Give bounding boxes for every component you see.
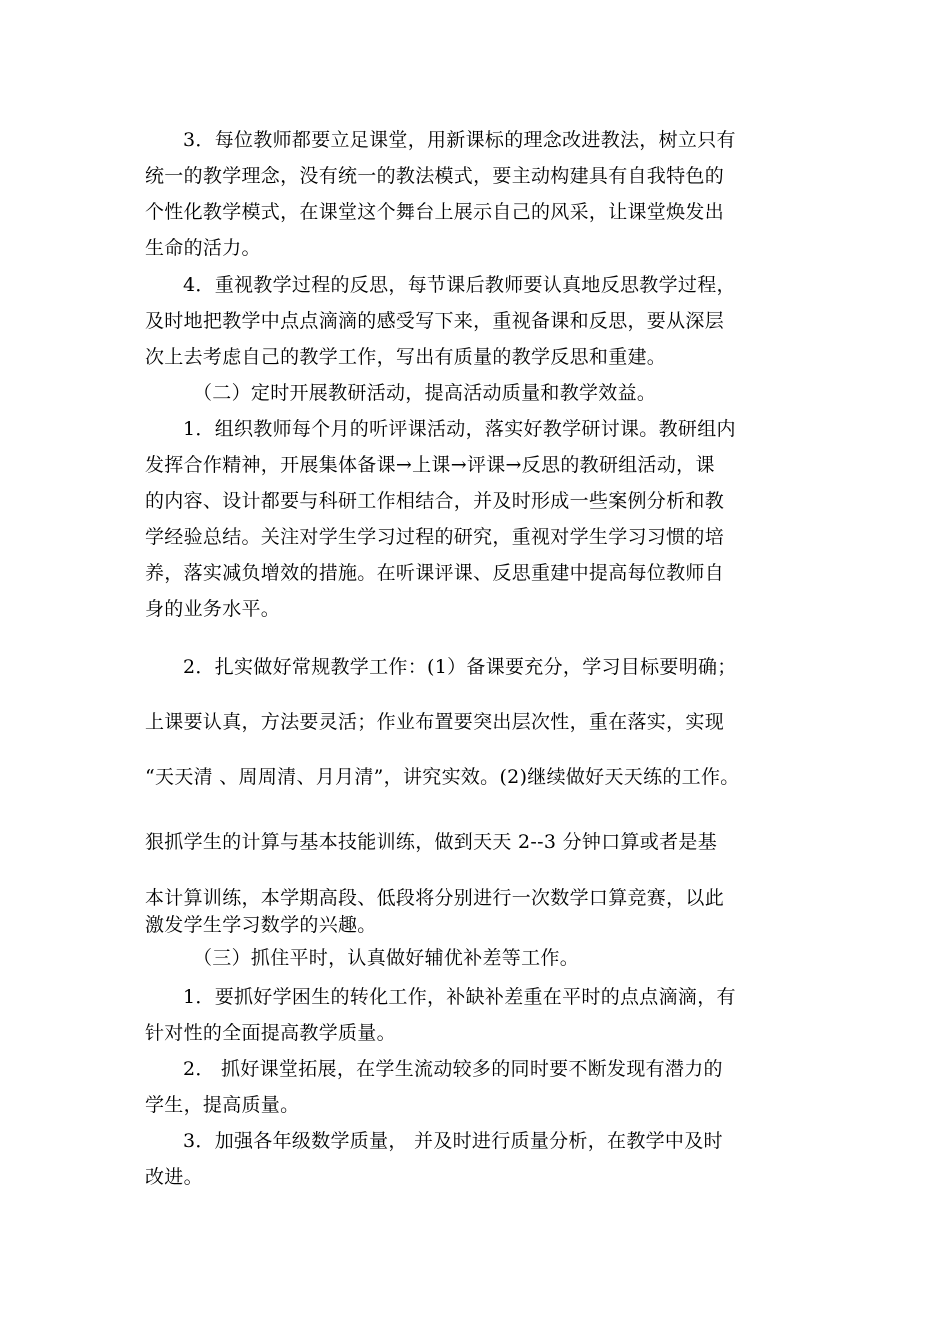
section-2-item-2-line-2: 上课要认真，方法要灵活；作业布置要突出层次性，重在落实，实现: [145, 711, 725, 733]
section-3-item-3-line-1: 3．加强各年级数学质量， 并及时进行质量分析，在教学中及时: [183, 1130, 723, 1152]
section-2-item-1-line-3: 的内容、设计都要与科研工作相结合，并及时形成一些案例分析和教: [145, 490, 725, 512]
section-2-item-1-line-4: 学经验总结。关注对学生学习过程的研究，重视对学生学习习惯的培: [145, 526, 725, 548]
section-3-item-1-line-2: 针对性的全面提高教学质量。: [145, 1022, 396, 1044]
section-2-item-2-line-3: “天天清 、周周清、月月清”，讲究实效。(2)继续做好天天练的工作。: [145, 766, 740, 788]
section-3-item-2-line-2: 学生，提高质量。: [145, 1094, 300, 1116]
section-2-item-1-line-2: 发挥合作精神，开展集体备课→上课→评课→反思的教研组活动，课: [145, 454, 715, 476]
section-3-heading: （三）抓住平时，认真做好辅优补差等工作。: [193, 947, 580, 969]
section-2-item-2-line-5: 本计算训练，本学期高段、低段将分别进行一次数学口算竞赛，以此: [145, 887, 725, 909]
section-2-item-1-line-5: 养，落实减负增效的措施。在听课评课、反思重建中提高每位教师自: [145, 562, 725, 584]
section-2-item-1-line-1: 1．组织教师每个月的听评课活动，落实好教学研讨课。教研组内: [183, 418, 736, 440]
section-3-item-3-line-2: 改进。: [145, 1166, 203, 1188]
section-2-item-2-line-4: 狠抓学生的计算与基本技能训练，做到天天 2--3 分钟口算或者是基: [145, 831, 717, 853]
paragraph-3-line-2: 统一的教学理念，没有统一的教法模式，要主动构建具有自我特色的: [145, 165, 725, 187]
section-2-item-2-line-6: 激发学生学习数学的兴趣。: [145, 914, 377, 936]
section-2-item-1-line-6: 身的业务水平。: [145, 598, 281, 620]
paragraph-4-line-2: 及时地把教学中点点滴滴的感受写下来，重视备课和反思，要从深层: [145, 310, 725, 332]
section-3-item-1-line-1: 1．要抓好学困生的转化工作，补缺补差重在平时的点点滴滴，有: [183, 986, 736, 1008]
paragraph-3-line-4: 生命的活力。: [145, 237, 261, 259]
paragraph-4-line-3: 次上去考虑自己的教学工作，写出有质量的教学反思和重建。: [145, 346, 667, 368]
paragraph-4-line-1: 4．重视教学过程的反思，每节课后教师要认真地反思教学过程，: [183, 274, 736, 296]
paragraph-3-line-3: 个性化教学模式，在课堂这个舞台上展示自己的风采，让课堂焕发出: [145, 201, 725, 223]
section-2-item-2-line-1: 2．扎实做好常规教学工作：(1）备课要充分，学习目标要明确；: [183, 656, 737, 678]
section-2-heading: （二）定时开展教研活动，提高活动质量和教学效益。: [193, 382, 657, 404]
section-3-item-2-line-1: 2． 抓好课堂拓展，在学生流动较多的同时要不断发现有潜力的: [183, 1058, 723, 1080]
paragraph-3-line-1: 3．每位教师都要立足课堂，用新课标的理念改进教法，树立只有: [183, 129, 736, 151]
